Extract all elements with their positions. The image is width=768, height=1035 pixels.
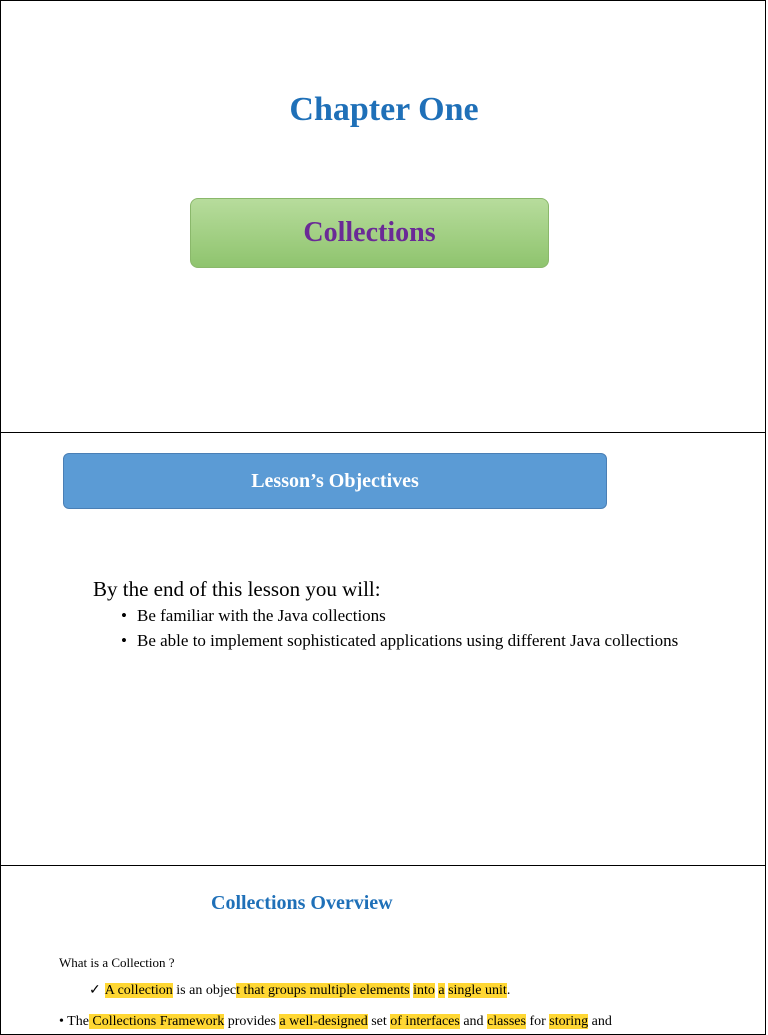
- collection-definition: [89, 982, 510, 999]
- highlight: classes: [487, 1014, 526, 1029]
- bullet-dot: •: [121, 631, 127, 650]
- highlight: storing: [549, 1014, 589, 1029]
- bullet-dot: •: [121, 606, 127, 625]
- framework-text: set: [367, 1014, 391, 1029]
- highlight: a well-designed: [279, 1014, 368, 1029]
- objective-text: Be able to implement sophisticated applications using different Java collections: [137, 631, 679, 650]
- bullet-dot: •: [59, 1014, 64, 1029]
- highlight: into: [413, 983, 435, 998]
- highlight: a: [438, 983, 445, 998]
- highlight: single unit: [448, 983, 507, 998]
- slide-lesson-objectives: [0, 432, 766, 867]
- definition-text: is an objec: [172, 983, 237, 998]
- highlight: Collections Framework: [88, 1014, 225, 1029]
- framework-text: The: [67, 1014, 89, 1029]
- framework-text: for: [525, 1014, 550, 1029]
- objectives-intro: By the end of this lesson you will:: [93, 577, 381, 601]
- objectives-header-box: Lesson’s Objectives: [63, 453, 607, 509]
- collections-title-box: Collections: [190, 198, 549, 268]
- objective-item: [121, 605, 721, 627]
- checkmark-icon: ✓: [89, 983, 101, 998]
- chapter-title: Chapter One: [289, 91, 479, 128]
- slide-chapter-one: [0, 0, 766, 434]
- objectives-list: [121, 605, 721, 655]
- objective-text: Be familiar with the Java collections: [137, 606, 386, 625]
- framework-text: and: [588, 1014, 612, 1029]
- objective-item: [121, 630, 721, 652]
- highlight: of interfaces: [390, 1014, 460, 1029]
- collection-question: What is a Collection ?: [59, 955, 175, 970]
- highlight: A collection: [104, 983, 173, 998]
- framework-description: [59, 1014, 612, 1030]
- overview-title: Collections Overview: [211, 892, 393, 914]
- framework-text: provides: [224, 1014, 280, 1029]
- slide-collections-overview: [0, 865, 766, 1035]
- highlight: t that groups multiple elements: [236, 983, 410, 998]
- definition-text: .: [506, 983, 511, 998]
- framework-text: and: [459, 1014, 488, 1029]
